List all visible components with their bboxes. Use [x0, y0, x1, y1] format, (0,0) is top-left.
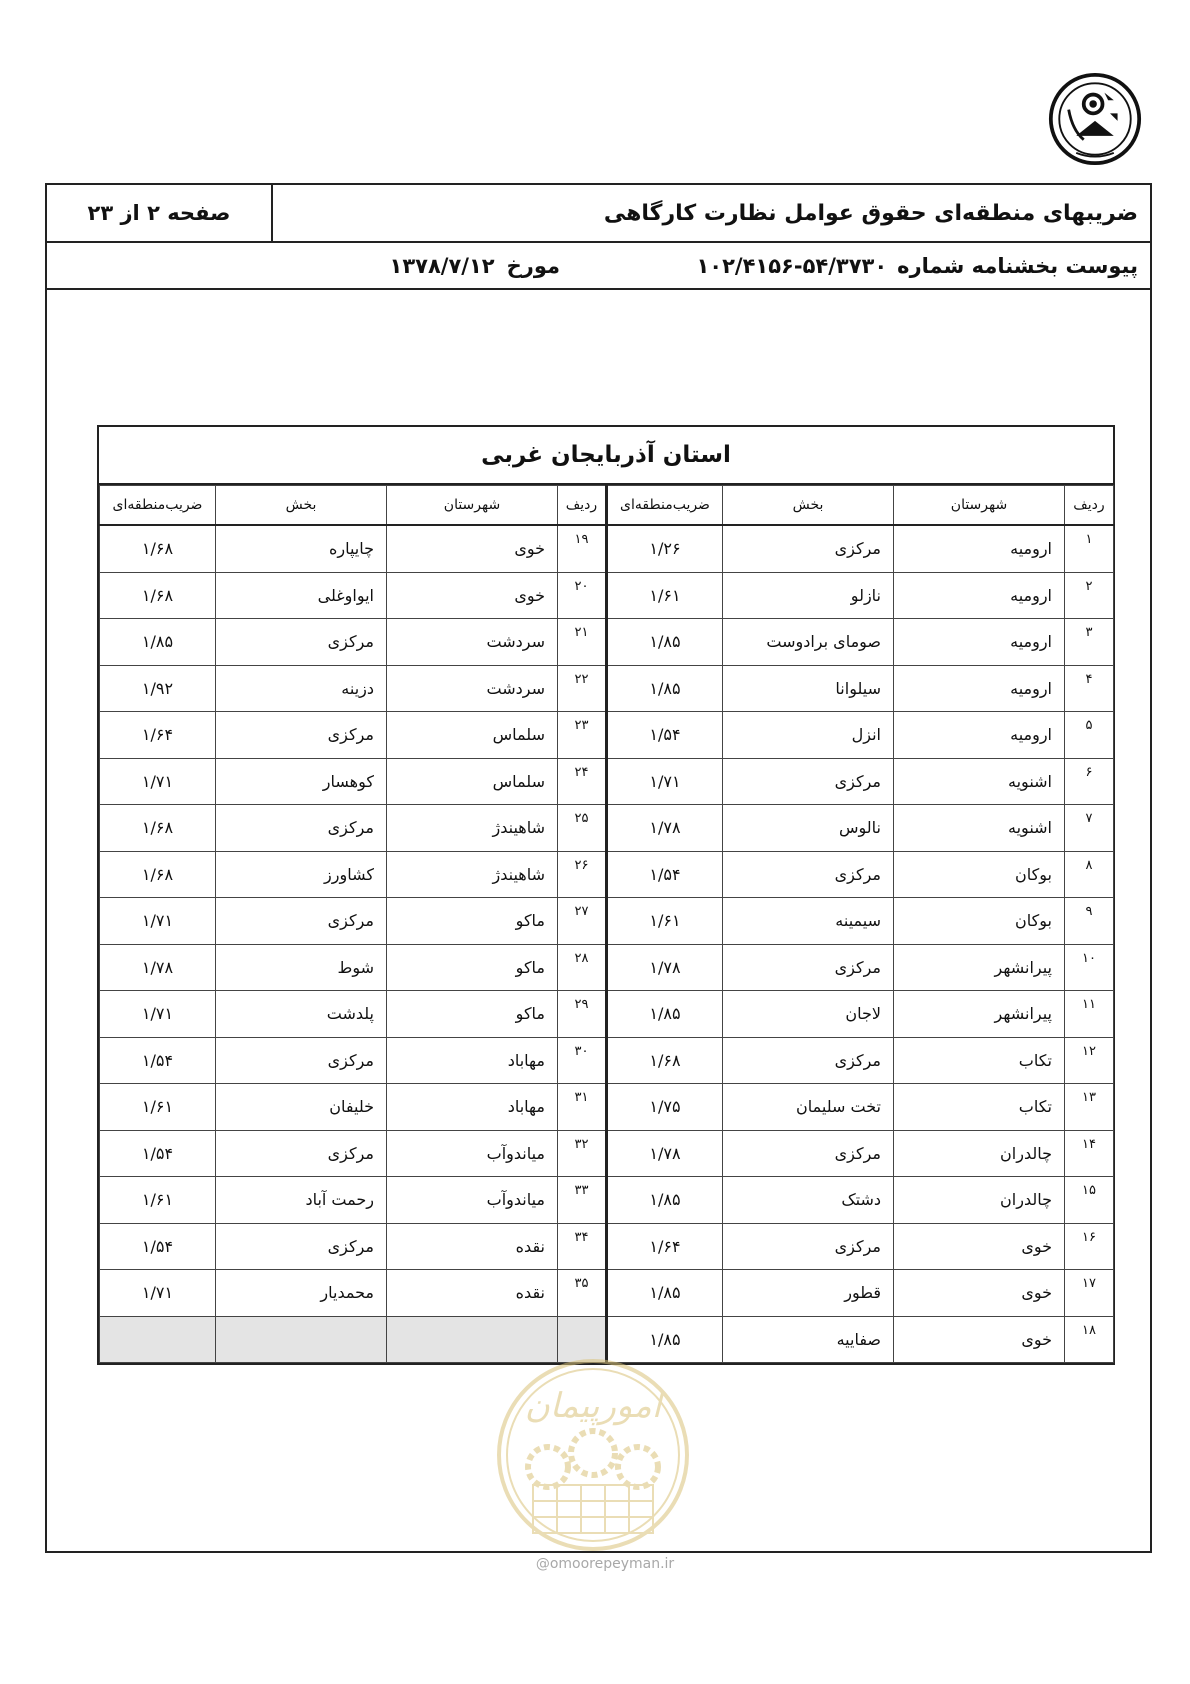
row-number-cell: ۴	[1065, 665, 1114, 712]
county-cell: نقده	[387, 1270, 558, 1317]
county-cell: ارومیه	[894, 525, 1065, 572]
watermark-brand: امورپیمان	[524, 1386, 662, 1426]
district-cell: چایپاره	[216, 525, 387, 572]
county-cell: سردشت	[387, 665, 558, 712]
coefficient-cell: ۱/۸۵	[607, 1177, 723, 1224]
row-number-cell: ۲۴	[558, 758, 607, 805]
circular-label: پیوست بخشنامه شماره	[897, 253, 1138, 278]
col-header-district: بخش	[723, 486, 894, 526]
table-header-row	[100, 486, 1114, 526]
district-cell: شوط	[216, 944, 387, 991]
district-cell: صومای برادوست	[723, 619, 894, 666]
watermark-logo	[493, 1355, 693, 1555]
row-number-cell: ۲۰	[558, 572, 607, 619]
table-row	[100, 1130, 1114, 1177]
page-number: صفحه ۲ از ۲۳	[47, 185, 273, 241]
coefficient-cell: ۱/۸۵	[607, 1270, 723, 1317]
row-number-cell: ۱۳	[1065, 1084, 1114, 1131]
county-cell: ماکو	[387, 991, 558, 1038]
circular-date	[390, 243, 560, 288]
col-header-county: شهرستان	[387, 486, 558, 526]
county-cell: میاندوآب	[387, 1130, 558, 1177]
table-row	[100, 1037, 1114, 1084]
circular-number: ۱۰۲/۴۱۵۶-۵۴/۳۷۳۰	[696, 253, 888, 278]
district-cell: مرکزی	[216, 1037, 387, 1084]
district-cell: مرکزی	[216, 712, 387, 759]
county-cell: بوکان	[894, 898, 1065, 945]
row-number-cell: ۹	[1065, 898, 1114, 945]
row-number-cell: ۱۲	[1065, 1037, 1114, 1084]
district-cell: مرکزی	[723, 758, 894, 805]
coefficient-cell: ۱/۶۱	[607, 572, 723, 619]
district-cell: مرکزی	[723, 944, 894, 991]
county-cell: ماکو	[387, 898, 558, 945]
coefficient-cell: ۱/۷۸	[100, 944, 216, 991]
county-cell: خوی	[387, 572, 558, 619]
county-cell: سلماس	[387, 758, 558, 805]
watermark-site: @omoorepeyman.ir	[535, 1556, 675, 1572]
district-cell: دزینه	[216, 665, 387, 712]
row-number-cell: ۲۶	[558, 851, 607, 898]
table-row	[100, 525, 1114, 572]
coefficient-cell: ۱/۶۱	[607, 898, 723, 945]
row-number-cell: ۳۵	[558, 1270, 607, 1317]
county-cell: مهاباد	[387, 1084, 558, 1131]
county-cell: مهاباد	[387, 1037, 558, 1084]
district-cell: مرکزی	[723, 1223, 894, 1270]
table-row	[100, 758, 1114, 805]
county-cell: خوی	[387, 525, 558, 572]
header-title-row	[47, 185, 1150, 243]
row-number-cell: ۲۲	[558, 665, 607, 712]
district-cell: نازلو	[723, 572, 894, 619]
row-number-cell: ۶	[1065, 758, 1114, 805]
coefficient-cell: ۱/۵۴	[100, 1130, 216, 1177]
row-number-cell: ۱۵	[1065, 1177, 1114, 1224]
coefficient-cell: ۱/۷۸	[607, 1130, 723, 1177]
col-header-row-number: ردیف	[1065, 486, 1114, 526]
county-cell: خوی	[894, 1316, 1065, 1363]
district-cell: مرکزی	[723, 851, 894, 898]
coefficient-cell: ۱/۵۴	[607, 712, 723, 759]
district-cell: محمدیار	[216, 1270, 387, 1317]
row-number-cell: ۲۸	[558, 944, 607, 991]
county-cell: اشنویه	[894, 758, 1065, 805]
province-title: استان آذربایجان غربی	[99, 427, 1113, 485]
district-cell: خلیفان	[216, 1084, 387, 1131]
table-row	[100, 1223, 1114, 1270]
district-cell: مرکزی	[216, 619, 387, 666]
district-cell: کشاورز	[216, 851, 387, 898]
coefficient-table	[97, 425, 1115, 1365]
county-cell: ارومیه	[894, 712, 1065, 759]
header-circular-row	[47, 243, 1150, 290]
county-cell: چالدران	[894, 1177, 1065, 1224]
table-row	[100, 1084, 1114, 1131]
table-row	[100, 991, 1114, 1038]
row-number-cell: ۱۸	[1065, 1316, 1114, 1363]
coefficient-cell: ۱/۶۱	[100, 1084, 216, 1131]
row-number-cell: ۳	[1065, 619, 1114, 666]
row-number-cell: ۲۳	[558, 712, 607, 759]
county-cell: چالدران	[894, 1130, 1065, 1177]
table-row	[100, 851, 1114, 898]
coefficient-cell: ۱/۵۴	[100, 1037, 216, 1084]
county-cell: تکاب	[894, 1037, 1065, 1084]
district-cell	[216, 1316, 387, 1363]
row-number-cell: ۲	[1065, 572, 1114, 619]
col-header-district: بخش	[216, 486, 387, 526]
county-cell: میاندوآب	[387, 1177, 558, 1224]
county-cell: نقده	[387, 1223, 558, 1270]
document-title: ضریبهای منطقه‌ای حقوق عوامل نظارت کارگاهی	[603, 200, 1138, 226]
district-cell: مرکزی	[216, 1223, 387, 1270]
coefficient-cell: ۱/۲۶	[607, 525, 723, 572]
table-row	[100, 944, 1114, 991]
coefficient-cell: ۱/۶۴	[607, 1223, 723, 1270]
county-cell: ارومیه	[894, 619, 1065, 666]
county-cell: سلماس	[387, 712, 558, 759]
coefficient-cell: ۱/۷۱	[100, 1270, 216, 1317]
circular-reference	[696, 243, 1138, 288]
district-cell: مرکزی	[216, 805, 387, 852]
coefficient-cell: ۱/۶۸	[100, 525, 216, 572]
row-number-cell: ۳۳	[558, 1177, 607, 1224]
row-number-cell: ۳۱	[558, 1084, 607, 1131]
coefficient-cell: ۱/۷۸	[607, 805, 723, 852]
date-label: مورخ	[506, 253, 560, 278]
county-cell: تکاب	[894, 1084, 1065, 1131]
table-row	[100, 1270, 1114, 1317]
district-cell: مرکزی	[216, 898, 387, 945]
district-cell: مرکزی	[723, 1130, 894, 1177]
row-number-cell: ۲۵	[558, 805, 607, 852]
date-value: ۱۳۷۸/۷/۱۲	[389, 253, 495, 278]
coefficient-cell: ۱/۷۵	[607, 1084, 723, 1131]
coefficient-cell: ۱/۶۸	[100, 805, 216, 852]
col-header-row-number: ردیف	[558, 486, 607, 526]
district-cell: سیلوانا	[723, 665, 894, 712]
district-cell: کوهسار	[216, 758, 387, 805]
coefficient-cell: ۱/۷۱	[100, 898, 216, 945]
district-cell: انزل	[723, 712, 894, 759]
table-row	[100, 805, 1114, 852]
table-row	[100, 665, 1114, 712]
district-cell: رحمت آباد	[216, 1177, 387, 1224]
county-cell: پیرانشهر	[894, 991, 1065, 1038]
coefficient-cell: ۱/۸۵	[607, 665, 723, 712]
coefficient-cell: ۱/۶۸	[100, 851, 216, 898]
coefficient-cell: ۱/۸۵	[100, 619, 216, 666]
table-row	[100, 898, 1114, 945]
row-number-cell: ۱۹	[558, 525, 607, 572]
coefficient-cell: ۱/۵۴	[607, 851, 723, 898]
table-row	[100, 619, 1114, 666]
col-header-coefficient: ضریب‌منطقه‌ای	[607, 486, 723, 526]
col-header-coefficient: ضریب‌منطقه‌ای	[100, 486, 216, 526]
coefficient-cell: ۱/۵۴	[100, 1223, 216, 1270]
district-cell: نالوس	[723, 805, 894, 852]
row-number-cell: ۱۴	[1065, 1130, 1114, 1177]
coefficient-cell: ۱/۷۱	[607, 758, 723, 805]
district-cell: تخت سلیمان	[723, 1084, 894, 1131]
row-number-cell: ۵	[1065, 712, 1114, 759]
coefficient-cell: ۱/۷۸	[607, 944, 723, 991]
district-cell: مرکزی	[723, 525, 894, 572]
county-cell: بوکان	[894, 851, 1065, 898]
county-cell: خوی	[894, 1223, 1065, 1270]
table-row	[100, 1177, 1114, 1224]
coefficient-cell: ۱/۷۱	[100, 758, 216, 805]
organization-seal-logo	[1048, 72, 1142, 166]
coefficient-cell: ۱/۸۵	[607, 1316, 723, 1363]
district-cell: لاجان	[723, 991, 894, 1038]
district-cell: پلدشت	[216, 991, 387, 1038]
coefficient-grid	[99, 485, 1114, 1363]
coefficient-cell: ۱/۷۱	[100, 991, 216, 1038]
district-cell: مرکزی	[723, 1037, 894, 1084]
row-number-cell: ۱۶	[1065, 1223, 1114, 1270]
coefficient-cell: ۱/۶۴	[100, 712, 216, 759]
county-cell: اشنویه	[894, 805, 1065, 852]
coefficient-cell: ۱/۶۱	[100, 1177, 216, 1224]
district-cell: ایواوغلی	[216, 572, 387, 619]
row-number-cell: ۲۹	[558, 991, 607, 1038]
county-cell: شاهیندژ	[387, 805, 558, 852]
county-cell: سردشت	[387, 619, 558, 666]
district-cell: مرکزی	[216, 1130, 387, 1177]
county-cell: خوی	[894, 1270, 1065, 1317]
county-cell: ماکو	[387, 944, 558, 991]
coefficient-cell: ۱/۸۵	[607, 619, 723, 666]
row-number-cell: ۳۴	[558, 1223, 607, 1270]
row-number-cell: ۱۱	[1065, 991, 1114, 1038]
row-number-cell: ۸	[1065, 851, 1114, 898]
coefficient-cell: ۱/۹۲	[100, 665, 216, 712]
row-number-cell: ۱۰	[1065, 944, 1114, 991]
coefficient-cell: ۱/۶۸	[607, 1037, 723, 1084]
row-number-cell: ۳۲	[558, 1130, 607, 1177]
district-cell: قطور	[723, 1270, 894, 1317]
county-cell: پیرانشهر	[894, 944, 1065, 991]
row-number-cell: ۱۷	[1065, 1270, 1114, 1317]
table-row	[100, 712, 1114, 759]
coefficient-cell: ۱/۶۸	[100, 572, 216, 619]
table-row	[100, 572, 1114, 619]
coefficient-cell	[100, 1316, 216, 1363]
county-cell: ارومیه	[894, 665, 1065, 712]
county-cell: ارومیه	[894, 572, 1065, 619]
district-cell: دشتک	[723, 1177, 894, 1224]
row-number-cell: ۱	[1065, 525, 1114, 572]
row-number-cell: ۲۷	[558, 898, 607, 945]
county-cell: شاهیندژ	[387, 851, 558, 898]
row-number-cell: ۲۱	[558, 619, 607, 666]
coefficient-cell: ۱/۸۵	[607, 991, 723, 1038]
row-number-cell: ۳۰	[558, 1037, 607, 1084]
row-number-cell: ۷	[1065, 805, 1114, 852]
district-cell: صفاییه	[723, 1316, 894, 1363]
col-header-county: شهرستان	[894, 486, 1065, 526]
district-cell: سیمینه	[723, 898, 894, 945]
